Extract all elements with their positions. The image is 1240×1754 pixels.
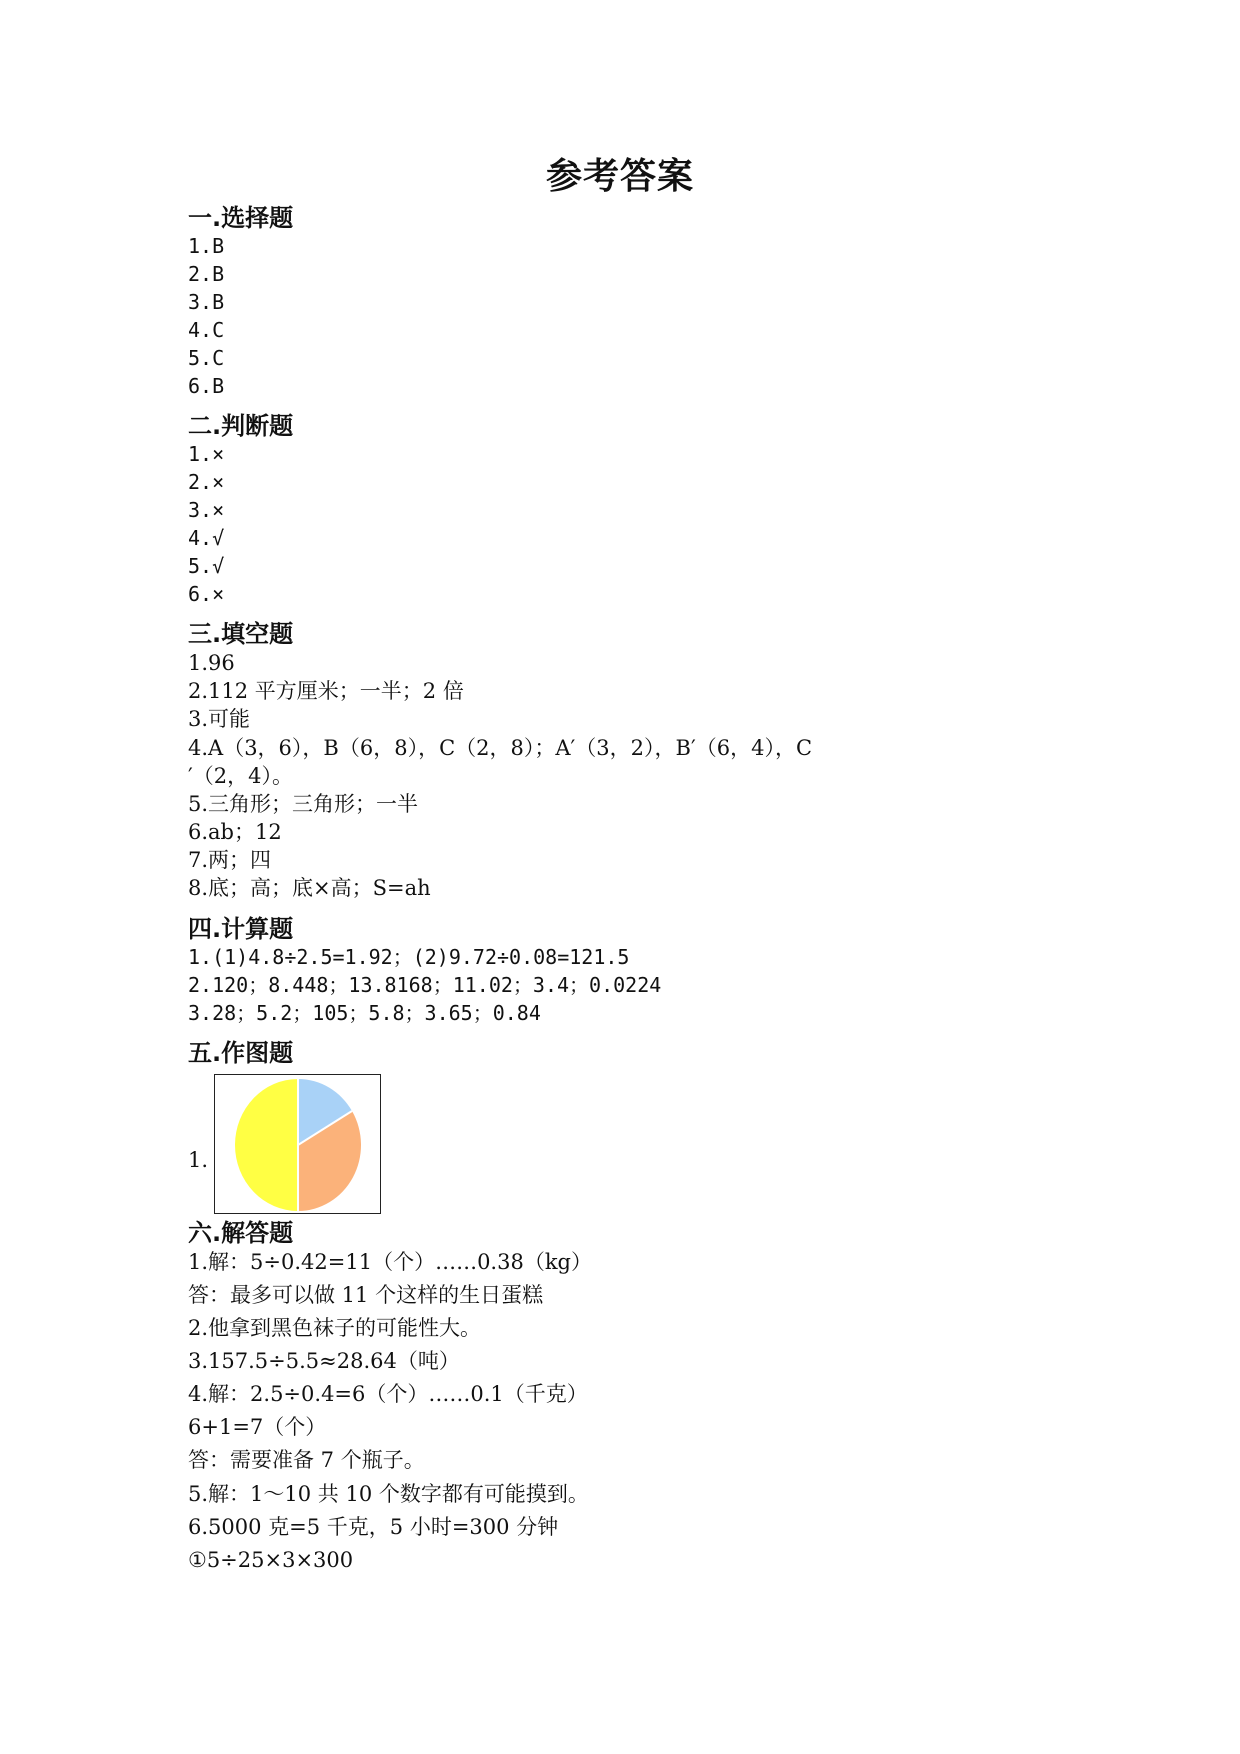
- section-heading-judge: 二.判断题: [188, 412, 294, 440]
- answer-line: 2.×: [188, 470, 225, 494]
- answer-line: 4.C: [188, 318, 225, 342]
- pie-slice-yellow: [235, 1079, 298, 1211]
- answer-line: 4.解：2.5÷0.4=6（个）……0.1（千克）: [188, 1382, 588, 1406]
- answer-line: 4.√: [188, 526, 225, 550]
- answer-line: 3.×: [188, 498, 225, 522]
- answer-line: 6.B: [188, 374, 225, 398]
- answer-line: 2.B: [188, 262, 225, 286]
- answer-line: 6.5000 克=5 千克，5 小时=300 分钟: [188, 1515, 559, 1539]
- answer-line: 8.底；高；底×高；S=ah: [188, 876, 431, 900]
- answer-line: 5.三角形；三角形；一半: [188, 792, 419, 816]
- answer-line: 4.A（3，6），B（6，8），C（2，8）；A′（3，2），B′（6，4），C: [188, 736, 813, 760]
- figure-label: 1.: [188, 1148, 209, 1172]
- answer-line: 3.28；5.2；105；5.8；3.65；0.84: [188, 1001, 541, 1025]
- answer-line: 3.B: [188, 290, 225, 314]
- answer-line: 6.ab；12: [188, 820, 282, 844]
- answer-line: 5.C: [188, 346, 225, 370]
- answer-line: 1.96: [188, 651, 235, 675]
- section-heading-fill: 三.填空题: [188, 620, 294, 648]
- answer-line: ①5÷25×3×300: [188, 1548, 354, 1572]
- answer-line: 5.√: [188, 554, 225, 578]
- answer-line: 2.他拿到黑色袜子的可能性大。: [188, 1316, 482, 1340]
- answer-line: 7.两；四: [188, 848, 272, 872]
- answer-line: 1.解：5÷0.42=11（个）……0.38（kg）: [188, 1250, 592, 1274]
- section-heading-solve: 六.解答题: [188, 1219, 294, 1247]
- answer-line: 1.(1)4.8÷2.5=1.92；(2)9.72÷0.08=121.5: [188, 945, 630, 969]
- answer-line: 1.×: [188, 442, 225, 466]
- answer-line: 6+1=7（个）: [188, 1415, 327, 1439]
- section-heading-calc: 四.计算题: [188, 915, 294, 943]
- answer-line: 6.×: [188, 582, 225, 606]
- answer-line: 2.112 平方厘米；一半；2 倍: [188, 679, 464, 703]
- pie-chart: [215, 1075, 380, 1213]
- section-heading-drawing: 五.作图题: [188, 1039, 294, 1067]
- answer-line: 5.解：1～10 共 10 个数字都有可能摸到。: [188, 1482, 589, 1506]
- answer-line: 答：需要准备 7 个瓶子。: [188, 1448, 425, 1472]
- answer-line: 3.157.5÷5.5≈28.64（吨）: [188, 1349, 460, 1373]
- answer-line: 1.B: [188, 234, 225, 258]
- answer-line: 2.120；8.448；13.8168；11.02；3.4；0.0224: [188, 973, 662, 997]
- answer-line: ′（2，4）。: [188, 764, 293, 788]
- answer-line: 答：最多可以做 11 个这样的生日蛋糕: [188, 1283, 544, 1307]
- page-title: 参考答案: [545, 156, 694, 197]
- answer-line: 3.可能: [188, 707, 251, 731]
- pie-figure: [214, 1074, 381, 1214]
- section-heading-choice: 一.选择题: [188, 204, 294, 232]
